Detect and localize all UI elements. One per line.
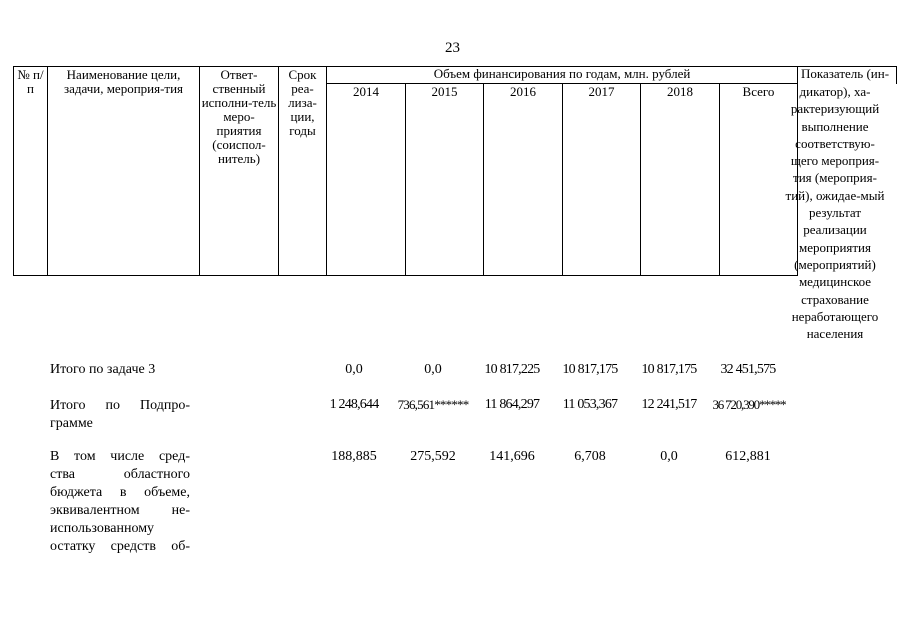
row-task3-2017: 10 817,175 <box>562 362 618 377</box>
row-label-regional-3: бюджета в объеме, <box>50 485 190 500</box>
row-label-subprogram-2: грамме <box>50 416 93 431</box>
row-label-regional-4: эквивалентном не- <box>50 503 190 518</box>
header-year-2017: 2017 <box>563 84 641 276</box>
row-task3-2016: 10 817,225 <box>484 362 540 377</box>
row-task3-2014: 0,0 <box>345 362 363 377</box>
row-regional-total: 612,881 <box>725 449 771 464</box>
row-task3-2015: 0,0 <box>424 362 442 377</box>
row-regional-2017: 6,708 <box>574 449 606 464</box>
row-label-regional-6: остатку средств об- <box>50 539 190 554</box>
row-label-task3: Итого по задаче 3 <box>50 362 156 377</box>
row-subprogram-2015: 736,561****** <box>397 397 469 412</box>
header-year-2018: 2018 <box>641 84 720 276</box>
row-task3-total: 32 451,575 <box>720 362 776 377</box>
row-subprogram-2014: 1 248,644 <box>329 397 379 412</box>
table-header <box>13 66 897 276</box>
row-label-regional-1: В том числе сред- <box>50 449 190 464</box>
row-regional-2016: 141,696 <box>489 449 535 464</box>
row-task3-2018: 10 817,175 <box>641 362 697 377</box>
row-subprogram-2017: 11 053,367 <box>562 397 618 412</box>
header-col-executor: Ответ-ственный исполни-тель меро-приятия (соиспол-нитель) <box>200 67 279 276</box>
header-col-period: Срок реа-лиза-ции, годы <box>279 67 327 276</box>
header-total: Всего <box>720 84 798 276</box>
row-subprogram-2016: 11 864,297 <box>484 397 540 412</box>
indicator-text: дикатор), ха-рактеризующий выполнение соответствую-щего мероприя-тия (мероприя-тий), ожидае-мый результат реализации мероприятия (мероприятий) медицинское страхование неработающего населения <box>785 84 885 342</box>
header-year-2014: 2014 <box>327 84 406 276</box>
page-number: 23 <box>445 40 460 56</box>
header-col-financing: Объем финансирования по годам, млн. рублей <box>327 67 798 84</box>
row-label-regional-5: использованному <box>50 521 155 536</box>
row-subprogram-total: 36 720,390***** <box>712 397 786 412</box>
row-regional-2018: 0,0 <box>660 449 678 464</box>
header-year-2015: 2015 <box>406 84 484 276</box>
row-subprogram-2018: 12 241,517 <box>641 397 697 412</box>
header-year-2016: 2016 <box>484 84 563 276</box>
row-regional-2015: 275,592 <box>410 449 456 464</box>
header-col-no: № п/п <box>14 67 48 276</box>
row-label-subprogram-1: Итого по Подпро- <box>50 398 190 413</box>
row-label-regional-2: ства областного <box>50 467 190 482</box>
header-col-name: Наименование цели, задачи, мероприя-тия <box>48 67 200 276</box>
header-col-indicator: Показатель (ин- <box>798 67 897 84</box>
row-regional-2014: 188,885 <box>331 449 377 464</box>
